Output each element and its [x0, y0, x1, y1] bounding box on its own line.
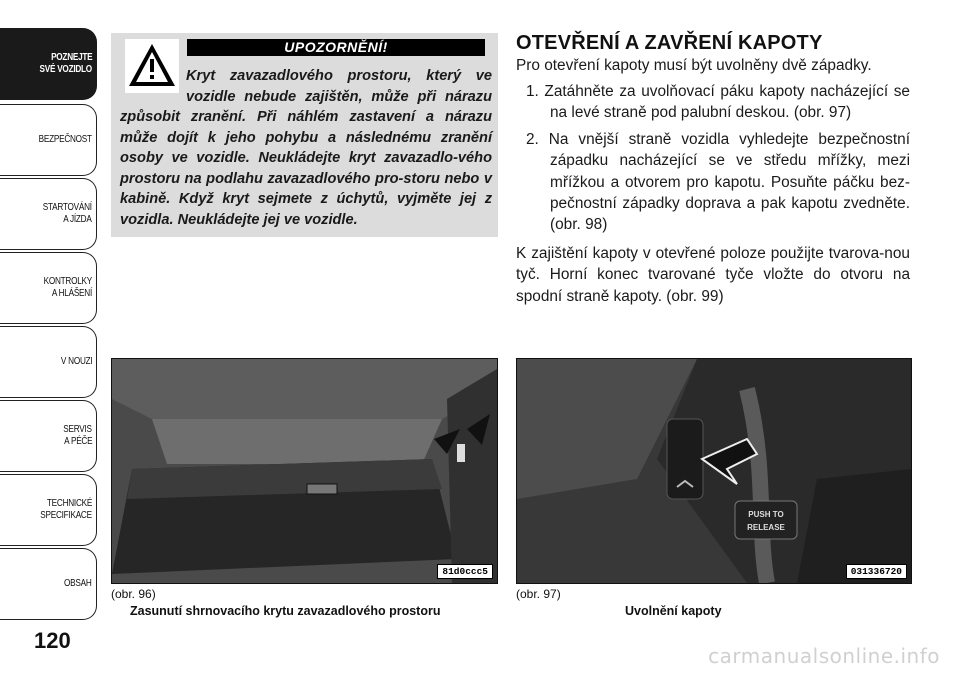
- cargo-area-illustration: [112, 359, 497, 583]
- figure-96-caption: Zasunutí shrnovacího krytu zavazadlového prostoru: [130, 604, 441, 618]
- watermark: carmanualsonline.info: [708, 644, 940, 668]
- figure-96-code: 81d0ccc5: [437, 564, 493, 579]
- sidebar-tab-label: KONTROLKY: [43, 276, 92, 287]
- sidebar-tab[interactable]: [0, 548, 97, 620]
- sidebar-tab-label: A HLÁŠENÍ: [51, 288, 92, 299]
- sidebar-tab[interactable]: [0, 326, 97, 398]
- figure-97-ref: (obr. 97): [516, 587, 561, 601]
- sidebar-tab-label: BEZPEČNOST: [38, 134, 92, 145]
- warning-box: [111, 33, 498, 237]
- sidebar-tab-label: A JÍZDA: [63, 214, 92, 225]
- outro-paragraph: K zajištění kapoty v otevřené poloze použijte tvarova-nou tyč. Horní konec tvarované tyče vložte do otvoru na spodní straně kapoty. (obr. 99): [516, 245, 910, 305]
- step-1: 1. Zatáhněte za uvolňovací páku kapoty nacházející se na levé straně pod palubní deskou. (obr. 97): [526, 83, 910, 122]
- sidebar-tab-label: STARTOVÁNÍ: [42, 202, 92, 213]
- section-heading: OTEVŘENÍ A ZAVŘENÍ KAPOTY: [516, 32, 823, 54]
- figure-96-image: [111, 358, 498, 584]
- sidebar-tab[interactable]: [0, 178, 97, 250]
- figure-97-code: 031336720: [846, 564, 907, 579]
- sidebar-tab-label: V NOUZI: [60, 356, 92, 367]
- figure-97-image: [516, 358, 912, 584]
- hood-release-illustration: [517, 359, 911, 583]
- sidebar-tab-label: TECHNICKÉ: [46, 498, 92, 509]
- figure-96-ref: (obr. 96): [111, 587, 156, 601]
- sidebar-tab[interactable]: [0, 400, 97, 472]
- sidebar-tab[interactable]: [0, 474, 97, 546]
- page-number: 120: [34, 628, 71, 653]
- sidebar-tab-label: POZNEJTE: [50, 52, 92, 63]
- sidebar-tab-label: A PÉČE: [63, 436, 92, 447]
- warning-text: Kryt zavazadlového prostoru, který ve vozidle nebude zajištěn, může při nárazu způsobit zranění. Při náhlém zastavení a nárazu může dojít k jeho pohybu a následnému zranění osoby ve vozidle. Neukládejte kryt zavazadlo-vého prostoru na podlahu zavazadlového pro-storu nebo v kabině. Když kryt sejmete z úchytů, vyjměte jej z vozidla. Neukládejte jej ve vozidle.: [120, 68, 492, 228]
- figure-97-caption: Uvolnění kapoty: [625, 604, 722, 618]
- push-to-label: PUSH TO: [748, 510, 784, 519]
- sidebar-tab-label: SERVIS: [63, 424, 92, 435]
- sidebar-tab-label: SVÉ VOZIDLO: [39, 64, 92, 75]
- sidebar-tab[interactable]: [0, 252, 97, 324]
- step-2: 2. Na vnější straně vozidla vyhledejte bezpečnostní západku nacházející se ve středu mřížky, mezi mřížkou a otvorem pro kapotu. Posuňte páčku bez-pečnostní západky doprava a pak kapotu zvedněte. (obr. 98): [526, 131, 910, 234]
- release-label: RELEASE: [747, 523, 785, 532]
- sidebar-tab-label: OBSAH: [64, 578, 92, 589]
- sidebar-tab-label: SPECIFIKACE: [40, 510, 92, 521]
- intro-paragraph: Pro otevření kapoty musí být uvolněny dvě západky.: [516, 57, 872, 74]
- warning-title: UPOZORNĚNÍ!: [187, 39, 485, 56]
- sidebar-tab[interactable]: [0, 28, 97, 100]
- sidebar-tab[interactable]: [0, 104, 97, 176]
